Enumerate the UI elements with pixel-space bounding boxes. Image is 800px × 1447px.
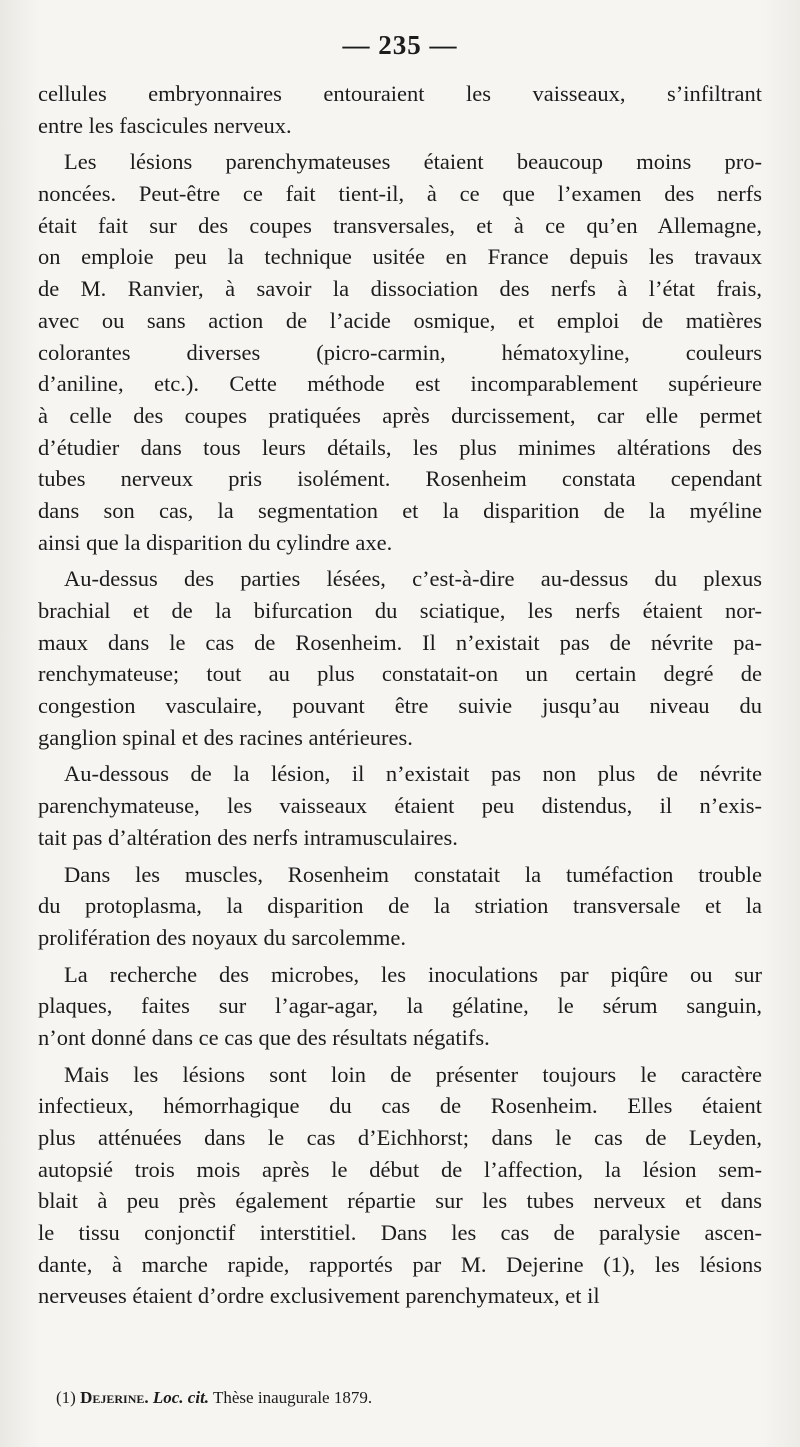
text-line: d’étudier dans tous leurs détails, les plus minimes altérations des <box>38 434 762 460</box>
text-line: La recherche des microbes, les inoculations par piqûre ou sur <box>64 961 762 987</box>
footnote-citation: Loc. cit. <box>152 1388 210 1407</box>
text-line: plaques, faites sur l’agar-agar, la gélatine, le sérum sanguin, <box>38 993 762 1019</box>
text-line: ganglion spinal et des racines antérieures. <box>38 724 413 750</box>
text-line: Mais les lésions sont loin de présenter toujours le caractère <box>64 1061 762 1087</box>
text-line: du protoplasma, la disparition de la striation transversale et la <box>38 893 762 919</box>
text-line: dans son cas, la segmentation et la disparition de la myéline <box>38 497 762 523</box>
text-line: colorantes diverses (picro-carmin, hématoxyline, couleurs <box>38 339 762 365</box>
paragraph <box>38 146 762 558</box>
text-line: noncées. Peut-être ce fait tient-il, à ce que l’examen des nerfs <box>38 181 762 207</box>
paragraph <box>38 758 762 853</box>
footnote <box>56 1388 372 1408</box>
text-line: infectieux, hémorrhagique du cas de Rosenheim. Elles étaient <box>38 1093 762 1119</box>
text-line: brachial et de la bifurcation du sciatique, les nerfs étaient nor- <box>38 598 762 623</box>
text-line: Au-dessous de la lésion, il n’existait pas non plus de névrite <box>64 761 762 787</box>
text-line: Dans les muscles, Rosenheim constatait la tuméfaction trouble <box>64 861 762 887</box>
text-line: nerveuses étaient d’ordre exclusivement parenchymateux, et il <box>38 1283 600 1309</box>
footnote-marker: (1) <box>56 1388 76 1407</box>
text-line: Les lésions parenchymateuses étaient beaucoup moins pro- <box>64 149 762 175</box>
paragraph <box>38 78 762 141</box>
text-line: congestion vasculaire, pouvant être suivie jusqu’au niveau du <box>38 693 762 719</box>
text-line: ainsi que la disparition du cylindre axe. <box>38 529 393 555</box>
text-line: autopsié trois mois après le début de l’affection, la lésion sem- <box>38 1156 762 1182</box>
text-line: était fait sur des coupes transversales, et à ce qu’en Allemagne, <box>38 212 762 238</box>
footnote-text: Thèse inaugurale 1879. <box>213 1388 373 1407</box>
text-line: Au-dessus des parties lésées, c’est-à-dire au-dessus du plexus <box>64 566 762 592</box>
text-line: à celle des coupes pratiquées après durcissement, car elle permet <box>38 402 762 428</box>
text-line: parenchymateuse, les vaisseaux étaient peu distendus, il n’exis- <box>38 793 762 819</box>
text-line: cellules embryonnaires entouraient les vaisseaux, s’infiltrant <box>38 81 762 106</box>
paragraph <box>38 1059 762 1313</box>
page-number: — 235 — <box>342 30 458 60</box>
text-line: tait pas d’altération des nerfs intramusculaires. <box>38 824 458 850</box>
text-line: blait à peu près également répartie sur les tubes nerveux et dans <box>38 1188 762 1214</box>
footnote-author: Dejerine. <box>80 1388 149 1407</box>
text-line: prolifération des noyaux du sarcolemme. <box>38 924 407 950</box>
text-line: dante, à marche rapide, rapportés par M. Dejerine (1), les lésions <box>38 1251 762 1277</box>
text-line: d’aniline, etc.). Cette méthode est incomparablement supérieure <box>38 371 762 397</box>
text-line: le tissu conjonctif interstitiel. Dans les cas de paralysie ascen- <box>38 1220 762 1246</box>
text-line: maux dans le cas de Rosenheim. Il n’existait pas de névrite pa- <box>38 629 762 655</box>
paragraph <box>38 859 762 954</box>
text-line: avec ou sans action de l’acide osmique, et emploi de matières <box>38 307 762 333</box>
text-line: n’ont donné dans ce cas que des résultats négatifs. <box>38 1024 490 1050</box>
text-line: de M. Ranvier, à savoir la dissociation des nerfs à l’état frais, <box>38 276 762 302</box>
text-line: tubes nerveux pris isolément. Rosenheim constata cependant <box>38 466 762 492</box>
text-line: entre les fascicules nerveux. <box>38 112 292 138</box>
paragraph <box>38 563 762 753</box>
text-line: renchymateuse; tout au plus constatait-on un certain degré de <box>38 661 762 687</box>
paragraph <box>38 959 762 1054</box>
body-text <box>38 78 762 1317</box>
text-line: plus atténuées dans le cas d’Eichhorst; dans le cas de Leyden, <box>38 1125 762 1150</box>
text-line: on emploie peu la technique usitée en France depuis les travaux <box>38 244 762 270</box>
